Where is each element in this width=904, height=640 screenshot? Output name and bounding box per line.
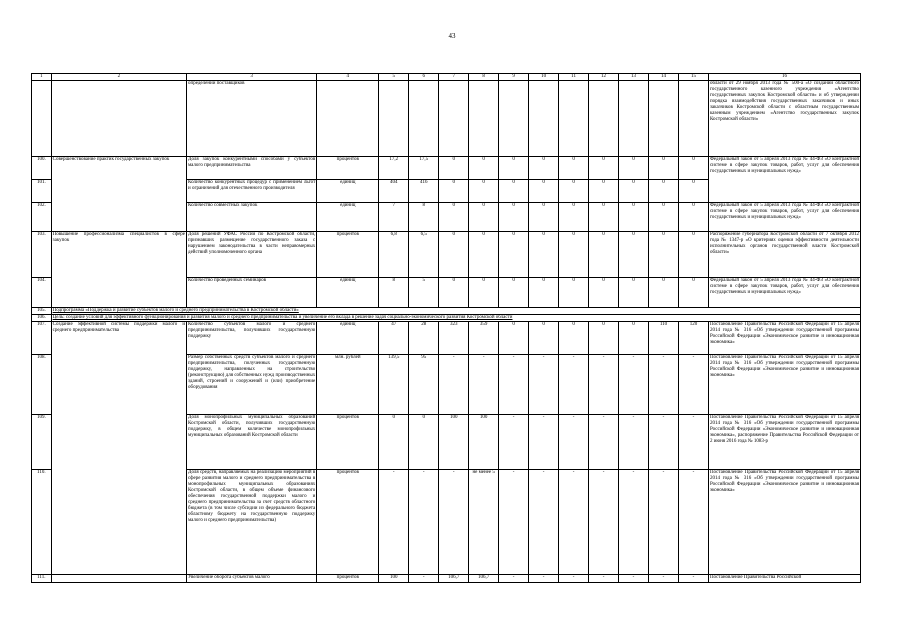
- basis-cell: Федеральный закон от 5 апреля 2013 года № 44-ФЗ «О контрактной системе в сфере закупок товаров, работ, услуг для обеспечения государственных и муниципальных нужд»: [708, 203, 860, 232]
- value-cell: 0: [529, 322, 559, 355]
- value-cell: -: [559, 470, 589, 575]
- value-cell: -: [678, 415, 708, 470]
- basis-cell: Постановление Правительства Российской: [708, 575, 860, 583]
- value-cell: -: [529, 415, 559, 470]
- value-cell: 0: [439, 278, 469, 308]
- value-cell: 0: [589, 278, 619, 308]
- value-cell: -: [678, 470, 708, 575]
- value-cell: 0: [499, 232, 529, 278]
- table-row: [32, 322, 861, 355]
- row-number: 106.: [32, 315, 52, 322]
- task-cell: [51, 575, 186, 583]
- basis-cell: Федеральный закон от 5 апреля 2013 года № 44-ФЗ «О контрактной системе в сфере закупок товаров, работ, услуг для обеспечения государственных и муниципальных нужд»: [708, 157, 860, 203]
- value-cell: 0: [559, 157, 589, 180]
- basis-cell: Постановление Правительства Российской Федерации от 15 апреля 2014 года № 316 «Об утверждении государственной программы Российской Федерации «Экономическое развитие и инновационная экономика»: [708, 470, 860, 575]
- value-cell: 95: [409, 355, 439, 415]
- value-cell: 0: [529, 203, 559, 232]
- value-cell: -: [379, 470, 409, 575]
- value-cell: -: [469, 355, 499, 415]
- value-cell: [499, 81, 529, 157]
- column-number-row: [32, 74, 861, 81]
- value-cell: -: [678, 575, 708, 583]
- indicator-cell: Количество субъектов малого и среднего предпринимательства, получивших государственную поддержку: [187, 322, 317, 355]
- task-cell: Совершенствование практик государственных закупок: [51, 157, 186, 232]
- value-cell: -: [619, 575, 649, 583]
- basis-cell: Федеральный закон от 5 апреля 2013 года № 44-ФЗ «О контрактной системе в сфере закупок товаров, работ, услуг для обеспечения государственных и муниципальных нужд»: [708, 278, 860, 308]
- value-cell: 416: [409, 180, 439, 203]
- value-cell: 0: [499, 322, 529, 355]
- value-cell: -: [499, 575, 529, 583]
- row-number: 107.: [32, 322, 52, 355]
- value-cell: 0: [439, 157, 469, 180]
- unit-cell: процентов: [317, 157, 379, 180]
- value-cell: -: [678, 355, 708, 415]
- row-number: 103.: [32, 232, 52, 278]
- value-cell: 0: [619, 180, 649, 203]
- column-number: 12: [589, 74, 619, 81]
- value-cell: 17,5: [409, 157, 439, 180]
- task-cell: [51, 81, 186, 157]
- value-cell: [559, 81, 589, 157]
- column-number: 10: [529, 74, 559, 81]
- value-cell: 0: [559, 322, 589, 355]
- table-row: [32, 157, 861, 180]
- value-cell: 0: [439, 232, 469, 278]
- value-cell: 100: [379, 575, 409, 583]
- value-cell: -: [499, 415, 529, 470]
- value-cell: 106,7: [469, 575, 499, 583]
- value-cell: 0: [529, 278, 559, 308]
- value-cell: 0: [499, 157, 529, 180]
- column-number: 15: [678, 74, 708, 81]
- indicator-cell: Доля решений УФАС России по Костромской области, признавших размещение государственного заказа с нарушением законодательства в части неправомерных действий уполномоченного органа: [187, 232, 317, 278]
- value-cell: [589, 81, 619, 157]
- value-cell: -: [439, 470, 469, 575]
- row-number: [32, 81, 52, 157]
- value-cell: 0: [469, 203, 499, 232]
- value-cell: 0: [559, 203, 589, 232]
- column-number: 2: [51, 74, 186, 81]
- unit-cell: единиц: [317, 180, 379, 203]
- indicator-cell: Размер собственных средств субъектов малого и среднего предпринимательства, полученных государственную поддержку, направленных на строительство (реконструкцию) для собственных нужд производственных зданий, строений и сооружений и (или) приобретение оборудования: [187, 355, 317, 415]
- basis-cell: Постановление Правительства Российской Федерации от 15 апреля 2014 года № 316 «Об утверждении государственной программы Российской Федерации «Экономическое развитие и инновационная экономика»: [708, 322, 860, 355]
- value-cell: 0: [589, 322, 619, 355]
- value-cell: 0: [589, 203, 619, 232]
- basis-cell: Постановление Правительства Российской Федерации от 15 апреля 2014 года № 316 «Об утверждении государственной программы Российской Федерации «Экономическое развитие и инновационная экономика»: [708, 355, 860, 415]
- value-cell: 6,8: [379, 232, 409, 278]
- value-cell: 0: [529, 157, 559, 180]
- value-cell: [649, 81, 679, 157]
- value-cell: 0: [589, 232, 619, 278]
- value-cell: -: [499, 355, 529, 415]
- value-cell: 0: [499, 180, 529, 203]
- value-cell: -: [499, 470, 529, 575]
- indicator-cell: Доля средств, направляемых на реализацию мероприятий в сфере развития малого и среднего предпринимательства в монопрофильных муниципальных образованиях Костромской области, в общем объеме финансового обеспечения государственной поддержки малого и среднего предпринимательства за счет средств областного бюджета (в том числе субсидии из федерального бюджета областному бюджету на государственную поддержку малого и среднего предпринимательства): [187, 470, 317, 575]
- subheading-row: [32, 308, 861, 315]
- column-number: 8: [469, 74, 499, 81]
- value-cell: [619, 81, 649, 157]
- value-cell: 0: [469, 157, 499, 180]
- value-cell: 0: [589, 180, 619, 203]
- unit-cell: процентов: [317, 232, 379, 278]
- value-cell: 0: [678, 157, 708, 180]
- unit-cell: процентов: [317, 415, 379, 470]
- value-cell: 0: [649, 180, 679, 203]
- value-cell: 0: [469, 278, 499, 308]
- column-number: 5: [379, 74, 409, 81]
- row-number: 108.: [32, 355, 52, 415]
- task-cell: Повышение профессионализма специалистов в сфере закупок: [51, 232, 186, 308]
- value-cell: -: [619, 355, 649, 415]
- subheading-text: Подпрограмма «Поддержка и развитие субъектов малого и среднего предпринимательства в Костромской области»: [51, 308, 860, 315]
- value-cell: -: [409, 575, 439, 583]
- value-cell: [678, 81, 708, 157]
- indicator-cell: Увеличение оборота субъектов малого: [187, 575, 317, 583]
- value-cell: [379, 81, 409, 157]
- value-cell: 0: [619, 157, 649, 180]
- indicators-table: [31, 73, 861, 583]
- indicator-cell: Количество совместных закупок: [187, 203, 317, 232]
- value-cell: 120: [678, 322, 708, 355]
- value-cell: 0: [529, 180, 559, 203]
- unit-cell: единиц: [317, 278, 379, 308]
- column-number: 9: [499, 74, 529, 81]
- value-cell: 0: [559, 278, 589, 308]
- table-row: [32, 232, 861, 278]
- value-cell: -: [649, 355, 679, 415]
- unit-cell: [317, 81, 379, 157]
- value-cell: -: [589, 470, 619, 575]
- value-cell: [469, 81, 499, 157]
- value-cell: -: [409, 470, 439, 575]
- value-cell: 0: [469, 232, 499, 278]
- value-cell: 0: [439, 203, 469, 232]
- task-cell: Создание эффективной системы поддержки малого и среднего предпринимательства: [51, 322, 186, 575]
- value-cell: -: [589, 415, 619, 470]
- value-cell: 0: [409, 415, 439, 470]
- row-number: 109.: [32, 415, 52, 470]
- value-cell: 0: [559, 232, 589, 278]
- column-number: 6: [409, 74, 439, 81]
- value-cell: 0: [589, 157, 619, 180]
- indicator-cell: Доля закупок конкурентными способами у субъектов малого предпринимательства: [187, 157, 317, 180]
- value-cell: -: [529, 470, 559, 575]
- column-number: 14: [649, 74, 679, 81]
- value-cell: 0: [649, 203, 679, 232]
- row-number: 102.: [32, 203, 52, 232]
- value-cell: 0: [529, 232, 559, 278]
- value-cell: 5: [409, 278, 439, 308]
- value-cell: -: [559, 415, 589, 470]
- value-cell: -: [649, 415, 679, 470]
- subheading-text: Цель: создание условий для эффективного функционирования и развития малого и среднего предпринимательства и увеличение его вклада в решение задач социально-экономического развития Костромской области: [51, 315, 860, 322]
- unit-cell: единиц: [317, 203, 379, 232]
- value-cell: 0: [619, 278, 649, 308]
- value-cell: 0: [619, 322, 649, 355]
- column-number: 7: [439, 74, 469, 81]
- value-cell: 323: [439, 322, 469, 355]
- value-cell: 359: [469, 322, 499, 355]
- value-cell: 0: [439, 180, 469, 203]
- value-cell: 0: [649, 157, 679, 180]
- indicator-cell: Количество проведенных семинаров: [187, 278, 317, 308]
- value-cell: 6,5: [409, 232, 439, 278]
- row-number: 111.: [32, 575, 52, 583]
- value-cell: 8: [379, 278, 409, 308]
- value-cell: 0: [678, 232, 708, 278]
- column-number: 3: [187, 74, 317, 81]
- table-row: [32, 575, 861, 583]
- value-cell: -: [439, 355, 469, 415]
- column-number: 1: [32, 74, 52, 81]
- value-cell: 0: [649, 278, 679, 308]
- value-cell: -: [529, 575, 559, 583]
- column-number: 4: [317, 74, 379, 81]
- value-cell: -: [529, 355, 559, 415]
- page-number: 43: [448, 32, 456, 40]
- value-cell: [439, 81, 469, 157]
- value-cell: 404: [379, 180, 409, 203]
- column-number: 11: [559, 74, 589, 81]
- unit-cell: процентов: [317, 575, 379, 583]
- indicator-cell: определении поставщиков: [187, 81, 317, 157]
- row-number: 110.: [32, 470, 52, 575]
- value-cell: не менее 5: [469, 470, 499, 575]
- value-cell: 139,5: [379, 355, 409, 415]
- value-cell: 0: [499, 203, 529, 232]
- value-cell: 0: [678, 180, 708, 203]
- value-cell: 106,7: [439, 575, 469, 583]
- basis-cell: Распоряжение губернатора Костромской области от 7 октября 2012 года № 1347-р «О критериях оценки эффективности деятельности исполнительных органов государственной власти Костромской области»: [708, 232, 860, 278]
- value-cell: [409, 81, 439, 157]
- value-cell: 0: [379, 415, 409, 470]
- basis-cell: Постановление Правительства Российской Федерации от 15 апреля 2014 года № 316 «Об утверждении государственной программы Российской Федерации «Экономическое развитие и инновационная экономика», распоряжение Правительства Российской Федерации от 2 июня 2016 года № 1083-р: [708, 415, 860, 470]
- column-number: 13: [619, 74, 649, 81]
- value-cell: 0: [678, 203, 708, 232]
- value-cell: [529, 81, 559, 157]
- value-cell: 0: [619, 232, 649, 278]
- subheading-row: [32, 315, 861, 322]
- value-cell: 0: [469, 180, 499, 203]
- value-cell: -: [589, 355, 619, 415]
- unit-cell: процентов: [317, 470, 379, 575]
- value-cell: 0: [649, 232, 679, 278]
- value-cell: 0: [499, 278, 529, 308]
- row-number: 100.: [32, 157, 52, 180]
- indicator-cell: Доля монопрофильных муниципальных образований Костромской области, получивших государственную поддержку, в общем количестве монопрофильных муниципальных образований Костромской области: [187, 415, 317, 470]
- unit-cell: единиц: [317, 322, 379, 355]
- value-cell: 0: [678, 278, 708, 308]
- value-cell: -: [559, 575, 589, 583]
- table-row: [32, 81, 861, 157]
- value-cell: -: [559, 355, 589, 415]
- value-cell: 110: [649, 322, 679, 355]
- value-cell: 0: [559, 180, 589, 203]
- row-number: 105.: [32, 308, 52, 315]
- basis-cell: области от 29 ноября 2013 года № 500-а «О создании областного государственного казенного учреждения «Агентство государственных закупок Костромской области» и об утверждении порядка взаимодействия государственных заказчиков и иных заказчиков Костромской области с областным государственным казенным учреждением «Агентство государственных закупок Костромской области»: [708, 81, 860, 157]
- row-number: 104.: [32, 278, 52, 308]
- value-cell: -: [589, 575, 619, 583]
- value-cell: -: [649, 470, 679, 575]
- value-cell: 100: [439, 415, 469, 470]
- value-cell: 28: [409, 322, 439, 355]
- value-cell: -: [619, 470, 649, 575]
- value-cell: 0: [619, 203, 649, 232]
- row-number: 101.: [32, 180, 52, 203]
- value-cell: 7: [379, 203, 409, 232]
- indicator-cell: Количество конкурентных процедур с применением льгот и ограничений для отечественного производителя: [187, 180, 317, 203]
- value-cell: 47: [379, 322, 409, 355]
- value-cell: 17,2: [379, 157, 409, 180]
- value-cell: -: [649, 575, 679, 583]
- unit-cell: млн. рублей: [317, 355, 379, 415]
- value-cell: 100: [469, 415, 499, 470]
- value-cell: 8: [409, 203, 439, 232]
- column-number: 16: [708, 74, 860, 81]
- value-cell: -: [619, 415, 649, 470]
